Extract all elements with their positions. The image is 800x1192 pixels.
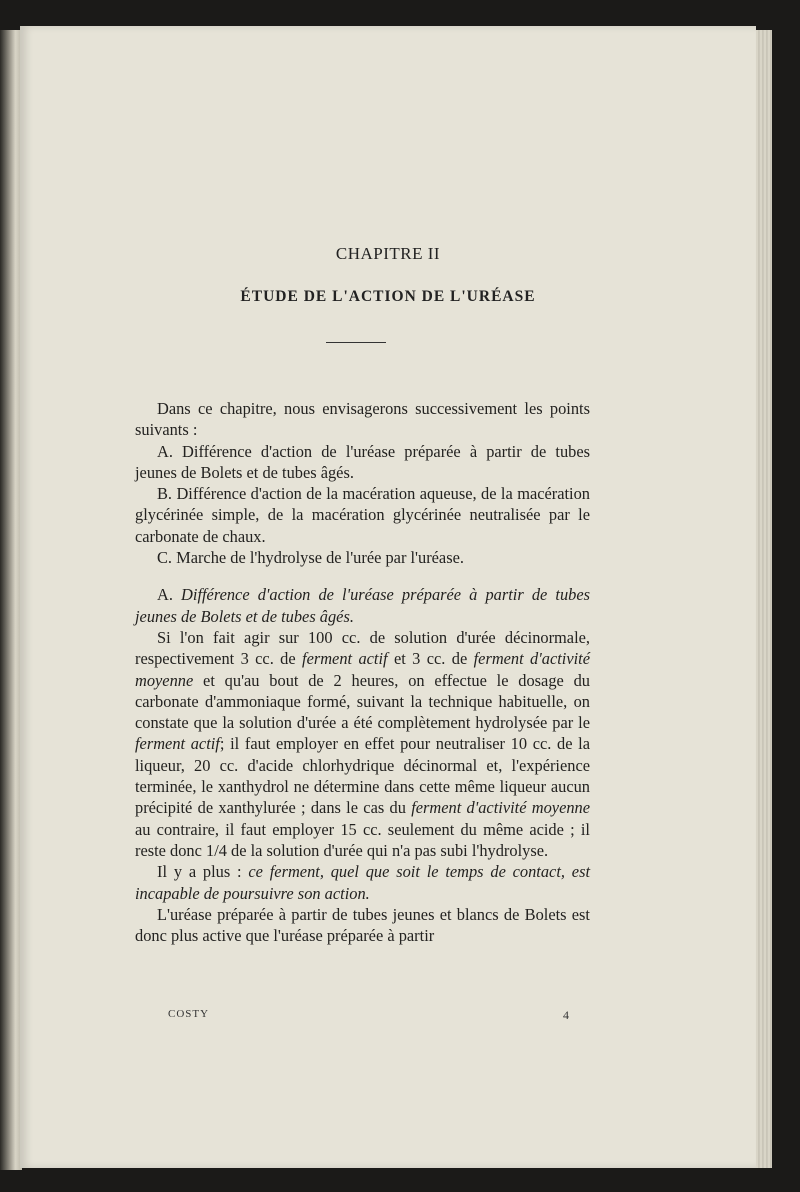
paragraph-conclusion: L'uréase préparée à partir de tubes jeunes et blancs de Bolets est donc plus active que l'uréase préparée à partir: [135, 904, 590, 946]
text-run: Il y a plus :: [157, 862, 249, 882]
text-run: ; il faut employer en effet pour neutraliser 10 cc. de la liqueur, 20 cc. d'acide chlorhydrique décinormal et, l'expérience terminée, le xanthydrol ne détermine dans cette même liqueur aucun précipité de xanthylurée ; dans le cas du: [135, 734, 590, 818]
emphasis-run: ferment d'activité moyenne: [135, 649, 590, 690]
text-run: Si l'on fait agir sur 100 cc. de solution d'urée décinormale, respectivement 3 cc. de: [135, 627, 590, 669]
emphasis-run: ferment actif: [302, 649, 388, 669]
text-run: au contraire, il faut employer 15 cc. seulement du même acide ; il reste donc 1/4 de la solution d'urée qui n'a pas subi l'hydrolyse.: [135, 819, 590, 860]
page-number: 4: [563, 1008, 569, 1022]
body-text: [135, 398, 590, 946]
list-item-c: C. Marche de l'hydrolyse de l'urée par l'uréase.: [157, 548, 464, 568]
list-item-a: A. Différence d'action de l'uréase préparée à partir de tubes jeunes de Bolets et de tubes âgés.: [135, 441, 590, 482]
list-item-b: B. Différence d'action de la macération aqueuse, de la macération glycérinée simple, de la macération glycérinée neutralisée par le carbonate de chaux.: [135, 484, 590, 546]
paragraph-intro: Dans ce chapitre, nous envisagerons successivement les points suivants :: [135, 399, 590, 440]
signature-mark: COSTY: [168, 1008, 210, 1020]
chapter-title: ÉTUDE DE L'ACTION DE L'URÉASE: [240, 288, 536, 305]
emphasis-run: ferment d'activité moyenne: [411, 798, 591, 818]
text-run: et 3 cc. de: [387, 649, 474, 669]
paragraph-further: [135, 861, 590, 904]
section-a-heading: [135, 584, 590, 627]
paragraph-experiment: [135, 627, 590, 861]
book-page: [20, 26, 756, 1168]
chapter-label: CHAPITRE II: [335, 244, 441, 263]
title-divider: [326, 342, 386, 343]
book-binding-edge: [0, 30, 22, 1170]
emphasis-run: ferment actif: [135, 734, 220, 754]
emphasis-run: ce ferment, quel que soit le temps de contact, est incapable de poursuivre son action.: [135, 862, 590, 903]
section-a-title: Différence d'action de l'uréase préparée à partir de tubes jeunes de Bolets et de tubes âgés.: [135, 585, 590, 626]
text-run: et qu'au bout de 2 heures, on effectue le dosage du carbonate d'ammoniaque formé, suivant la technique habituelle, on constate que la solution d'urée a été complètement hydrolysée par le: [135, 670, 590, 733]
section-a-prefix: A.: [157, 585, 182, 605]
